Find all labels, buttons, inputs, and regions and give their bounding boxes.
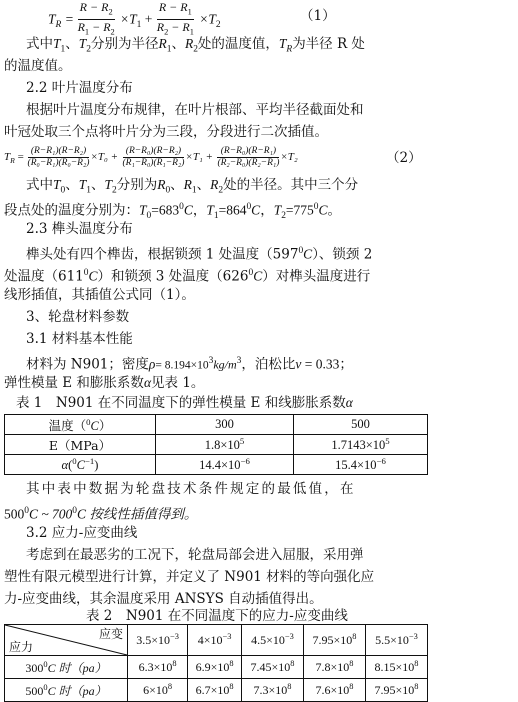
eq1-fraction-1: $\frac{R - R_2}{R_1 - R_2}$: [77, 0, 115, 37]
paragraph-7-line-1: 考虑到在最恶劣的工况下，轮盘局部会进入屈服，采用弹: [26, 547, 364, 563]
paragraph-5-line-2: 弹性模量 E 和膨胀系数α见表 1。: [4, 375, 205, 391]
section-2-2-heading: 2.2 叶片温度分布: [26, 80, 133, 96]
paragraph-6-line-2: $500^0C$ ~ $700^0C$ 按线性插值得到。: [4, 506, 198, 522]
paragraph-1-line-2: 的温度值。: [4, 58, 72, 74]
table-1-header-500: 500: [294, 415, 428, 435]
table-2-strain: $3.5\times 10^{-3}$: [128, 625, 188, 656]
table-1-caption: 表 1 N901 在不同温度下的弹性模量 E 和线膨胀系数α: [16, 395, 353, 411]
table-2-cell: $8.15\times 10^8$: [365, 656, 427, 679]
paragraph-7-line-3: 力-应变曲线，其余温度采用 ANSYS 自动插值得出。: [4, 591, 323, 607]
table-row: [5, 656, 428, 679]
table-2-cell: $6\times 10^8$: [128, 679, 188, 702]
table-1-cell: $1.8\times 10^5$: [156, 435, 294, 455]
table-1-label-e: E（MPa）: [5, 435, 156, 455]
table-2-cell: $6.7\times 10^8$: [188, 679, 242, 702]
table-row: [5, 415, 428, 435]
table-2-cell: $7.6\times 10^8$: [303, 679, 365, 702]
table-row: [5, 455, 428, 475]
table-1-header-temperature: 温度（$^0$C）: [5, 415, 156, 435]
equation-1-number: （1）: [300, 8, 336, 24]
equation-1: $T_R$ = $\frac{R - R_2}{R_1 - R_2}$ $\times T_1$ + $\frac{R - R_1}{R_2 - R_1}$ $\times T_2$: [0, 0, 480, 30]
table-2-row-label: $500^0C$ 时（pa）: [5, 679, 128, 702]
table-2-strain: $4\times 10^{-3}$: [188, 625, 242, 656]
section-3-1-heading: 3.1 材料基本性能: [26, 331, 133, 347]
table-2-corner: 应变 应力: [5, 625, 128, 656]
paragraph-7-line-2: 塑性有限元模型进行计算，并定义了 N901 材料的等向强化应: [4, 569, 375, 585]
equation-2: $T_R$ = $\frac{\text{(R−R₁)(R−R₂)}}{\text{(R₀−R₁)(R₀−R₂)}}$ ×T₀ + $\frac{\text{(R−R₀)(R−R₂)}}{\text{(R₁−R₀)(R₁−R₂)}}$ ×T₁ + $\frac{\text{(R−R₀)(R−R₁)}}{\text{(R₂−R₀)(R₂−R₁)}}$ ×T₂: [4, 145, 298, 168]
eq2-fraction-1: $\frac{\text{(R−R₁)(R−R₂)}}{\text{(R₀−R₁)(R₀−R₂)}}$: [27, 145, 90, 168]
table-1-label-alpha: $\alpha(^0C^{-1})$: [5, 455, 156, 475]
table-2-cell: $6.3\times 10^8$: [128, 656, 188, 679]
table-1-header-300: 300: [156, 415, 294, 435]
paragraph-3-line-1: 式中$T_0$、$T_1$、$T_2$分别为$R_0$、$R_1$、$R_2$处的半径。其中三个分: [26, 177, 359, 196]
equation-2-number: （2）: [386, 150, 422, 166]
paragraph-1-line-1: 式中$T_1$、$T_2$分别为半径$R_1$、$R_2$处的温度值，$T_R$为半径 R 处: [26, 36, 365, 55]
table-row: [5, 679, 428, 702]
table-2: [4, 624, 428, 702]
paragraph-4-line-1: 榫头处有四个榫齿，根据锁颈 1 处温度$(597^0C)$、锁颈 2: [26, 246, 373, 263]
eq2-fraction-2: $\frac{\text{(R−R₀)(R−R₂)}}{\text{(R₁−R₀)(R₁−R₂)}}$: [122, 145, 185, 168]
paragraph-4-line-3: 线形插值，其插值公式同（1）。: [4, 287, 195, 303]
table-row: [5, 435, 428, 455]
table-row: [5, 625, 428, 656]
table-2-strain: $7.95\times 10^8$: [303, 625, 365, 656]
table-2-row-label: $300^0C$ 时（pa）: [5, 656, 128, 679]
table-2-strain: $4.5\times 10^{-3}$: [241, 625, 303, 656]
section-3-heading: 3、轮盘材料参数: [26, 309, 130, 325]
table-2-strain: $5.5\times 10^{-3}$: [365, 625, 427, 656]
paragraph-6-line-1: 其中表中数据为轮盘技术条件规定的最低值，在: [26, 481, 356, 497]
table-2-cell: $7.3\times 10^8$: [241, 679, 303, 702]
section-2-3-heading: 2.3 榫头温度分布: [26, 221, 133, 237]
paragraph-5-line-1: 材料为 N901；密度$\rho= 8.194\times 10^3kg/m^3$，泊松比ν = 0.33；: [26, 356, 353, 373]
table-1-cell: $15.4\times 10^{-6}$: [294, 455, 428, 475]
table-2-caption: 表 2 N901 在不同温度下的应力-应变曲线: [86, 608, 348, 624]
table-2-cell: $6.9\times 10^8$: [188, 656, 242, 679]
table-1: [4, 414, 428, 475]
eq2-fraction-3: $\frac{\text{(R−R₀)(R−R₁)}}{\text{(R₂−R₀)(R₂−R₁)}}$: [217, 145, 280, 168]
table-2-cell: $7.8\times 10^8$: [303, 656, 365, 679]
paragraph-2-line-2: 叶冠处取三个点将叶片分为三段，分段进行二次插值。: [4, 124, 328, 140]
paragraph-2-line-1: 根据叶片温度分布规律，在叶片根部、平均半径截面处和: [26, 102, 364, 118]
table-1-cell: $1.7143\times 10^5$: [294, 435, 428, 455]
paragraph-3-line-2: 段点处的温度分别为：$T_0=683^0C$，$T_1=864^0C$，$T_2=775^0C$。: [4, 202, 342, 222]
table-1-cell: $14.4\times 10^{-6}$: [156, 455, 294, 475]
eq1-fraction-2: $\frac{R - R_1}{R_2 - R_1}$: [156, 0, 194, 37]
paragraph-4-line-2: 处温度$(611^0C)$和锁颈 3 处温度$(626^0C)$对榫头温度进行: [4, 268, 371, 285]
section-3-2-heading: 3.2 应力-应变曲线: [26, 525, 138, 541]
table-2-cell: $7.45\times 10^8$: [241, 656, 303, 679]
table-2-cell: $7.95\times 10^8$: [365, 679, 427, 702]
